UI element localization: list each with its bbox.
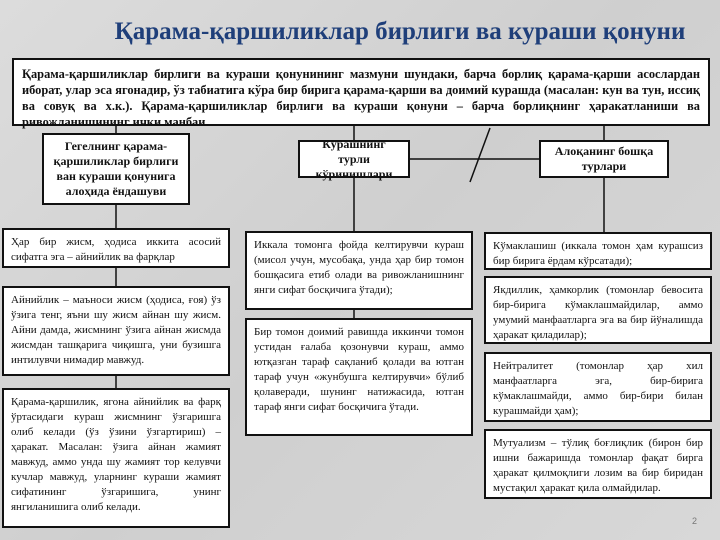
column-header-other-relations: Алоқанинг бошқа турлари <box>539 140 669 178</box>
intro-box: Қарама-қаршиликлар бирлиги ва кураши қонунининг мазмуни шундаки, барча борлиқ қарама-қарши асослардан иборат, улар эса ягонадир, ўз табиатига кўра бир бирига қарама-қарши ва доимий курашда (масалан: кун ва тун, иссиқ ва совуқ ва х.к.). Қарама-қаршиликлар бирлиги ва кураши қонуни – барча борлиқнинг ҳаракатланиши ва ривожланишининг ички манбаи. <box>12 58 710 126</box>
relation-cell-3: Нейтралитет (томонлар ҳар хил манфаатларга эга, бир-бирига кўмаклашмайди, аммо бир-бири билан курашмайди ҳам); <box>484 352 712 422</box>
column-header-hegel: Гегелнинг қарама-қаршиликлар бирлиги ван кураши қонунига алоҳида ёндашуви <box>42 133 190 205</box>
hegel-cell-3: Қарама-қаршилик, ягона айнийлик ва фарқ ўртасидаги кураш жисмнинг ўзгаришга олиб келади (ўз ўзини ўзгартириш) – ҳаракат. Масалан: ўзига айнан жамият мавжуд, аммо унда шу жамият тор келувчи кучлар мавжуд, уларнинг кураши жамият сифатининг ўзгаришига, унинг янгиланишига олиб келади. <box>2 388 230 528</box>
page-title: Қарама-қаршиликлар бирлиги ва кураши қонуни <box>114 18 686 45</box>
hegel-cell-2: Айнийлик – маъноси жисм (ҳодиса, ғоя) ўз ўзига тенг, яъни шу жисм айнан шу жисм. Айни дамда, жисмнинг ўзига айнан жисмда жисмдан ташқарига чиқишга, уни бузишга интилувчи нимадир мавжуд. <box>2 286 230 376</box>
relation-cell-4: Мутуализм – тўлиқ боғлиқлик (бирон бир ишни бажаришда томонлар фақат бирга ҳаракат қилмоқлиги лозим ва бир биридан мустақил ҳаракат қила олмайдилар. <box>484 429 712 499</box>
page-number: 2 <box>692 516 698 526</box>
hegel-cell-1: Ҳар бир жисм, ҳодиса иккита асосий сифатга эга – айнийлик ва фарқлар <box>2 228 230 268</box>
relation-cell-2: Якдиллик, ҳамкорлик (томонлар бевосита бир-бирига кўмаклашмайдилар, аммо умумий манфаатларга эга ва бир йўналишда ҳаракат қиладилар); <box>484 276 712 344</box>
struggle-cell-1: Иккала томонга фойда келтирувчи кураш (мисол учун, мусобақа, унда ҳар бир томон бошқасига етиб олади ва ривожланишнинг янги сифат босқичига ўтади); <box>245 231 473 310</box>
struggle-cell-2: Бир томон доимий равишда иккинчи томон устидан ғалаба қозонувчи кураш, аммо ютқазган тараф сақланиб қолади ва ютган тараф учун «жунбушга келтирувчи» бўлиб қолаверади, шунинг натижасида, ютган тараф янги сифат босқичига ўтади. <box>245 318 473 436</box>
column-header-struggle-forms: Курашнинг турли кўринишлари <box>298 140 410 178</box>
relation-cell-1: Кўмаклашиш (иккала томон ҳам курашсиз бир бирига ёрдам кўрсатади); <box>484 232 712 270</box>
